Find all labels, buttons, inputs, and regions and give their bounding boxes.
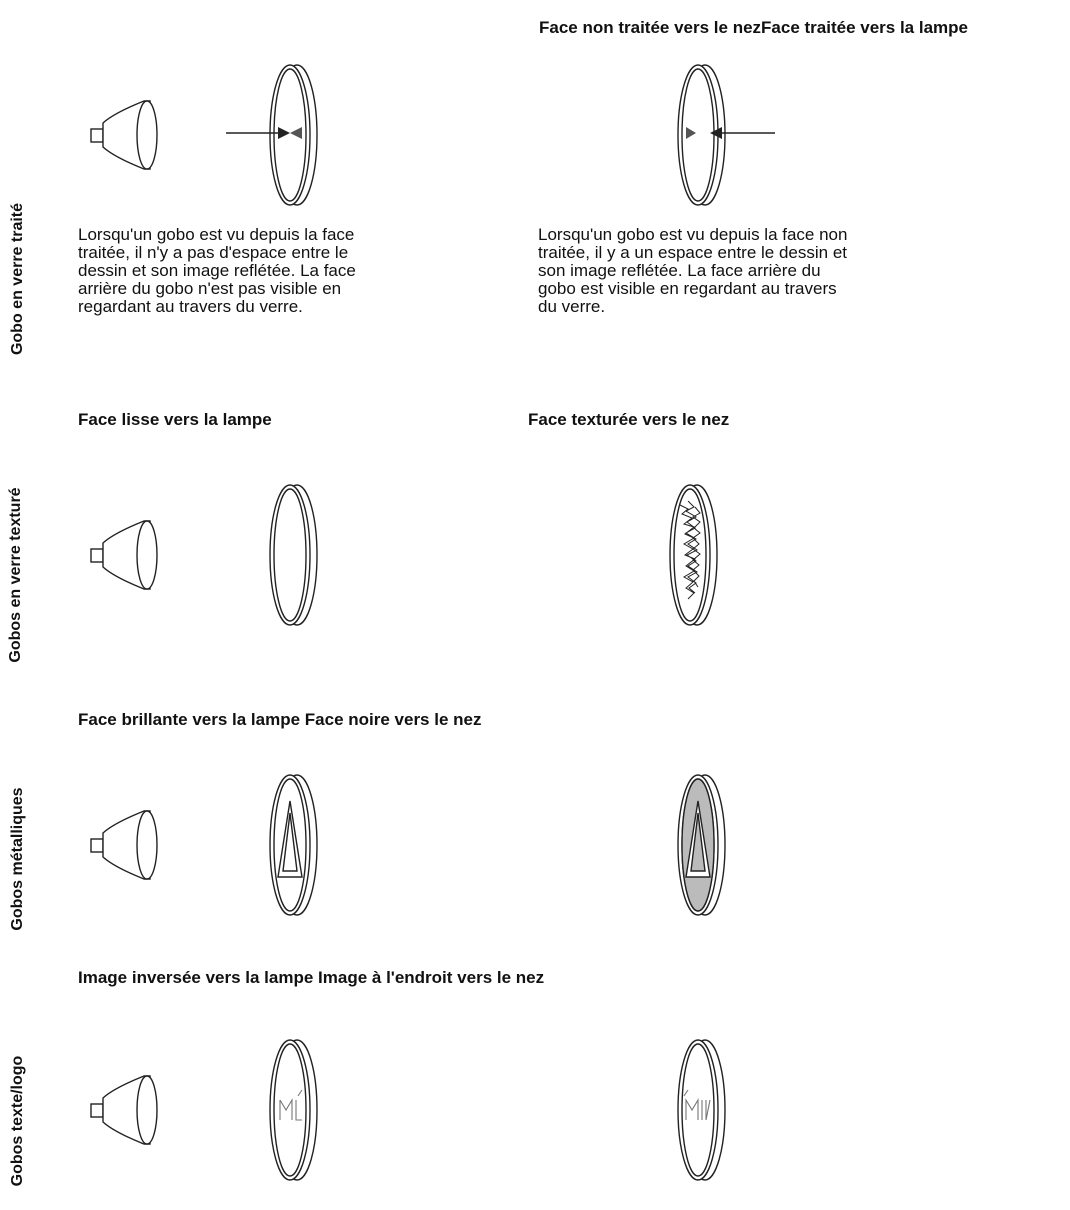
gobo-disc-textured-face — [670, 485, 717, 625]
gobo-disc-treated-face — [226, 65, 317, 205]
side-label-metal: Gobos métalliques — [9, 787, 26, 931]
heading-metal: Face brillante vers la lampe Face noire vers le nez — [78, 710, 482, 729]
heading-textured-right: Face texturée vers le nez — [528, 410, 730, 429]
lamp-icon — [91, 811, 157, 879]
gobo-disc-shiny-face — [270, 775, 317, 915]
gobo-disc-untreated-face — [678, 65, 775, 205]
gobo-disc-black-face — [678, 775, 725, 915]
gobo-disc-upright-image — [678, 1040, 725, 1180]
heading-textured-left: Face lisse vers la lampe — [78, 410, 272, 429]
description-treated-face: Lorsqu'un gobo est vu depuis la face traitée, il n'y a pas d'espace entre le dessin et son image reflétée. La face arrière du gobo n'est pas visible en regardant au travers du verre. — [78, 225, 356, 316]
lamp-icon — [91, 101, 157, 169]
lamp-icon — [91, 1076, 157, 1144]
description-untreated-face: Lorsqu'un gobo est vu depuis la face non traitée, il y a un espace entre le dessin et son image reflétée. La face arrière du gobo est visible en regardant au travers du verre. — [538, 225, 848, 316]
side-label-text-logo: Gobos texte/logo — [9, 1055, 26, 1187]
gobo-disc-reversed-image — [270, 1040, 317, 1180]
side-label-treated-glass: Gobo en verre traité — [9, 202, 26, 356]
heading-treated-right: Face non traitée vers le nezFace traitée vers la lampe — [539, 18, 968, 37]
side-label-textured-glass: Gobos en verre texturé — [7, 487, 24, 663]
heading-text-logo: Image inversée vers la lampe Image à l'endroit vers le nez — [78, 968, 545, 987]
lamp-icon — [91, 521, 157, 589]
gobo-disc-smooth-face — [270, 485, 317, 625]
